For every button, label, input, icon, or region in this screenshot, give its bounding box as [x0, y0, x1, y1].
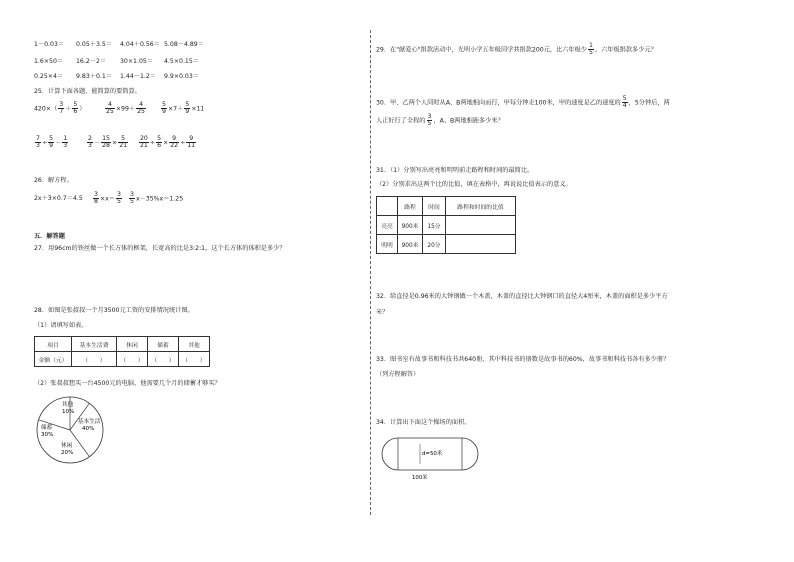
table-header: 路程和时间的比值: [446, 197, 516, 216]
fraction: $\frac{3}{8}$: [94, 191, 98, 206]
calc-item: 4.04＋0.56＝: [120, 41, 160, 48]
table-row-label: 金额（元）: [35, 352, 72, 367]
q28-sub2: （2）张叔叔想买一台4500元的电脑，他需要几个月的储蓄才够买？: [34, 380, 221, 387]
table-cell: （ ）: [72, 352, 117, 367]
q28-table: [34, 336, 210, 367]
q31-line-1: 31．（1）分别写出亮亮和明明前走路程和时间的最简比。: [376, 167, 534, 174]
fraction: $\frac{5}{6}$: [157, 135, 161, 150]
q25-expr-3: [160, 102, 204, 115]
fraction: $\frac{5}{21}$: [119, 135, 128, 150]
table-cell: （ ）: [117, 352, 148, 367]
fraction: $\frac{3}{5}$: [130, 191, 134, 206]
q26-eq-3: $\frac{3}{5}$ x－35%x＝1.25: [130, 191, 184, 206]
q28-title: 28．如图是张叔叔一个月3500元工资的安排情况统计图。: [34, 307, 194, 314]
table-cell: [446, 235, 516, 254]
q26-title: 26．解方程。: [34, 177, 73, 184]
expr-text: ＋: [65, 105, 72, 113]
calc-item: 30×1.05＝: [120, 58, 154, 65]
pie-pct: 10%: [62, 409, 75, 415]
table-header: 时间: [423, 197, 446, 216]
length-label: 100米: [412, 475, 428, 481]
diameter-label: d=50米: [422, 451, 443, 457]
q31-table: [376, 196, 516, 254]
fraction: $\frac{5}{9}$: [162, 101, 166, 116]
q25-title: 25．计算下面各题，能简算的要简算。: [34, 88, 141, 95]
table-header: 基本生活费: [72, 337, 117, 352]
pie-pct: 30%: [41, 432, 54, 438]
fraction: $\frac{7}{3}$: [36, 135, 40, 150]
fraction: $\frac{1}{5}$: [589, 42, 593, 57]
calc-item: 1－0.03＝: [34, 41, 65, 48]
fraction: $\frac{1}{3}$: [63, 135, 68, 150]
q25-expr-5: $\frac{2}{3}$ － $\frac{15}{28}$ × $\frac{5}{21}$: [88, 135, 128, 150]
fraction: $\frac{15}{28}$: [102, 135, 110, 150]
pie-label: 其他: [62, 402, 74, 408]
expr-text: ×11: [191, 105, 205, 113]
fraction: $\frac{3}{5}$: [116, 191, 121, 206]
fraction: $\frac{5}{9}$: [185, 101, 190, 116]
calc-item: 1.6×50＝: [34, 58, 64, 65]
q34-track-diagram: [376, 434, 486, 484]
table-cell: 亮亮: [377, 216, 398, 235]
calc-item: 0.25×4＝: [34, 73, 64, 80]
table-cell: 900米: [398, 216, 423, 235]
q31-line-2: （2）分别求出这两个比的比值，填在表格中，再说说比值表示的意义。: [376, 181, 572, 188]
q26-eq-1: 2x＋3×0.7＝4.5: [34, 195, 83, 202]
fraction: $\frac{4}{25}$: [106, 101, 114, 116]
calc-item: 16.2－2＝: [76, 58, 107, 65]
section-five-heading: 五．解答题: [34, 233, 65, 240]
table-cell: （ ）: [179, 352, 210, 367]
calc-item: 9.83＋0.1＝: [76, 73, 112, 80]
table-cell: 900米: [398, 235, 423, 254]
table-cell: （ ）: [148, 352, 179, 367]
fraction: $\frac{9}{22}$: [170, 135, 179, 150]
table-header: 其他: [179, 337, 210, 352]
table-header: 路程: [398, 197, 423, 216]
calc-item: 5.08－4.89＝: [164, 41, 204, 48]
q26-eq-2: $\frac{3}{8}$ ×x＝ $\frac{3}{5}$: [94, 191, 121, 206]
pie-label: 储蓄: [41, 425, 53, 431]
q28-sub1: （1）请填写如表。: [34, 322, 88, 329]
table-header: 休闲: [117, 337, 148, 352]
fraction: $\frac{5}{9}$: [49, 135, 54, 150]
q29-text: 29．在"献爱心"捐款活动中，光明小学五年级同学共捐款200元，比六年级少 $\frac{1}{5}$ ，六年级捐款多少元？: [376, 42, 657, 57]
fraction: $\frac{3}{5}$: [427, 113, 432, 128]
column-divider: [370, 30, 371, 515]
pie-pct: 20%: [61, 450, 74, 456]
table-cell: 20分: [423, 235, 446, 254]
fraction: $\frac{9}{11}$: [187, 135, 196, 150]
q32-line-1: 32．给直径是0.96米的大钟钢做一个木盖，木盖的直径比大钟钢口的直径大4厘米，木盖的面积是多少平方: [376, 293, 668, 300]
pie-label: 休闲: [61, 443, 73, 449]
calc-item: 1.44－1.2＝: [120, 73, 156, 80]
table-cell: 15分: [423, 216, 446, 235]
fraction: $\frac{4}{25}$: [137, 101, 145, 116]
calc-item: 9.9×0.03＝: [164, 73, 199, 80]
q30-line-1: 30．甲、乙两个人同时从A、B两地相向而行，甲每分钟走100米，甲的速度是乙的速度的 $\frac{5}{4}$ ，5分钟后，两: [376, 95, 670, 110]
q33-line-2: （列方程解答）: [376, 371, 420, 378]
q27-text: 27．用96cm的铁丝做一个长方体的框架，长宽高的比是3:2:1，这个长方体的体积是多少？: [34, 245, 286, 252]
fraction: $\frac{5}{6}$: [73, 101, 78, 116]
pie-label: 基本生活: [78, 419, 101, 425]
table-header: [377, 197, 398, 216]
q30-line-2: 人正好行了全程的 $\frac{3}{5}$ ，A、B两地相距多少米？: [376, 113, 504, 128]
calc-item: 0.05＋3.5＝: [76, 41, 112, 48]
table-header: 项目: [35, 337, 72, 352]
expr-text: ×7＋: [167, 105, 184, 113]
expr-text: ）: [79, 105, 86, 113]
q25-expr-6: $\frac{20}{21}$ ÷ $\frac{5}{6}$ × $\frac{9}{22}$ ÷ $\frac{9}{11}$: [140, 135, 196, 150]
q25-expr-1: [34, 102, 85, 115]
calc-item: 4.5×0.15＝: [164, 58, 199, 65]
q33-line-1: 33．图书室有故事书和科技书共640册，其中科技书的册数是故事书的60%，故事书和科技书各有多少册？: [376, 356, 670, 363]
table-cell: 明明: [377, 235, 398, 254]
q34-title: 34．计算出下面这个操场的面积。: [376, 419, 471, 426]
table-header: 储蓄: [148, 337, 179, 352]
q25-expr-2: [104, 102, 147, 115]
expr-text: ×99＋: [115, 105, 136, 113]
expr-text: 420×（: [34, 105, 58, 113]
fraction: $\frac{3}{7}$: [59, 101, 64, 116]
table-cell: [446, 216, 516, 235]
fraction: $\frac{2}{3}$: [88, 135, 92, 150]
q32-line-2: 米？: [376, 309, 389, 316]
q28-pie-chart: [34, 394, 106, 466]
q25-expr-4: $\frac{7}{3}$ ÷ $\frac{5}{9}$ － $\frac{1}{3}$: [36, 135, 68, 150]
pie-pct: 40%: [82, 426, 95, 432]
fraction: $\frac{5}{4}$: [622, 95, 627, 110]
fraction: $\frac{20}{21}$: [140, 135, 148, 150]
